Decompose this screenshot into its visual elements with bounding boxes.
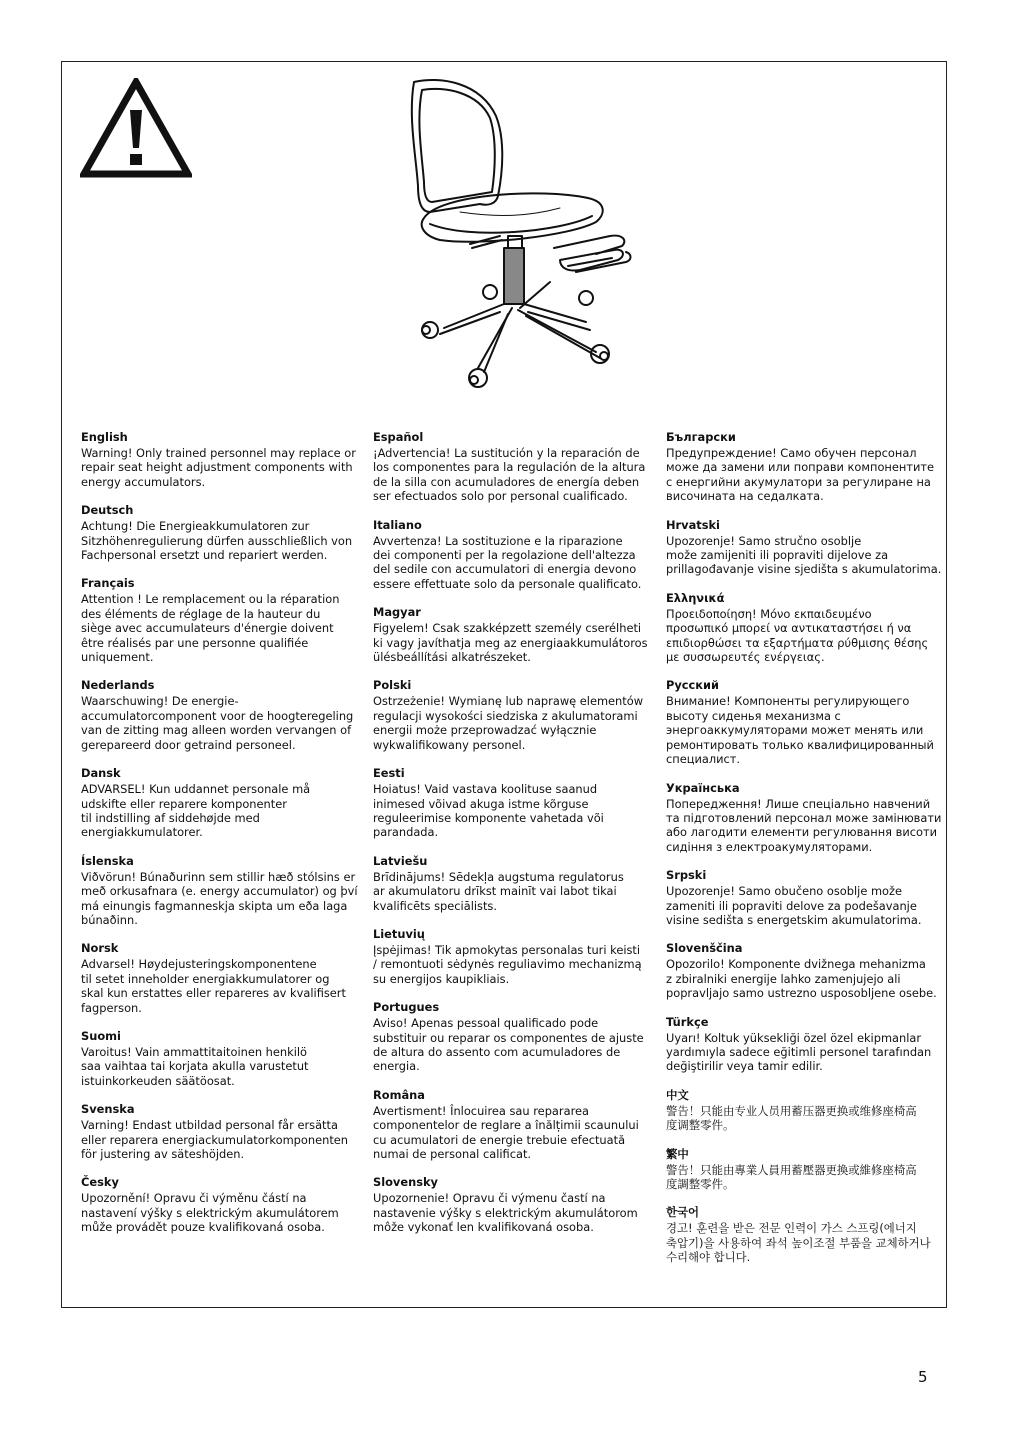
warning-text: Varning! Endast utbildad personal får ersätta eller reparera energiackumulatorkomponenten för justering av säteshöjden. — [81, 1118, 349, 1161]
lang-section-magyar — [373, 605, 653, 664]
language-heading: Български — [666, 430, 736, 444]
warning-text: ADVARSEL! Kun uddannet personale må udskifte eller reparere komponenter til indstilling af siddehøjde med energiakkumulatorer. — [81, 782, 311, 840]
language-heading: Latviešu — [373, 853, 428, 868]
language-heading: Dansk — [81, 766, 121, 781]
lang-section-cesky — [81, 1175, 361, 1234]
lang-section-chinese-traditional — [666, 1147, 946, 1192]
language-heading: Slovensky — [373, 1175, 438, 1190]
lang-section-ukrainian — [666, 781, 946, 855]
language-heading: 한국어 — [666, 1205, 700, 1220]
lang-section-deutsch — [81, 503, 361, 562]
language-heading: Magyar — [373, 605, 421, 620]
lang-section-slovensky — [373, 1175, 653, 1234]
warning-text: Avvertenza! La sostituzione e la riparazione dei componenti per la regolazione dell'altezza del sedile con accumulatori di energia devono essere effettuate solo da personale qualificato. — [373, 533, 642, 591]
warning-text: Waarschuwing! De energie- accumulatorcomponent voor de hoogteregeling van de zitting mag alleen worden vervangen of gerepareerd door getraind personeel. — [81, 694, 354, 752]
warning-text: Opozorilo! Komponente dvižnega mehanizma z zbiralniki energije lahko zamenjujejo ali popravljajo samo ustrezno usposobljene osebe. — [666, 957, 937, 1001]
language-heading: Español — [373, 430, 424, 444]
warning-text: Warning! Only trained personnel may replace or repair seat height adjustment components with energy accumulators. — [81, 446, 356, 489]
language-heading: Srpski — [666, 868, 707, 883]
lang-section-turkce — [666, 1015, 946, 1074]
language-heading: Româna — [373, 1087, 425, 1102]
lang-section-lietuviu — [373, 927, 653, 986]
lang-section-espanol — [373, 430, 653, 504]
page-number: 5 — [918, 1368, 928, 1386]
warning-text: Avertisment! Înlocuirea sau repararea componentelor de reglare a înălțimii scaunului cu acumulatori de energie trebuie efectuată numai de personal calificat. — [373, 1103, 639, 1161]
warning-text: Attention ! Le remplacement ou la réparation des éléments de réglage de la hauteur du siège avec accumulateurs d'énergie doivent être réalisés par une personne qualifiée uniquement. — [81, 592, 340, 665]
lang-section-francais — [81, 576, 361, 664]
language-heading: Français — [81, 576, 135, 591]
language-heading: Ελληνικά — [666, 590, 725, 605]
lang-section-chinese-simplified — [666, 1088, 946, 1133]
lang-section-slovenscina — [666, 941, 946, 1000]
language-heading: Українська — [666, 780, 740, 795]
lang-section-korean — [666, 1205, 946, 1264]
warning-text: 警告！只能由專業人員用蓄壓器更換或維修座椅高 度調整零件。 — [666, 1162, 917, 1191]
language-heading: Suomi — [81, 1028, 121, 1043]
warning-text: Uyarı! Koltuk yüksekliği özel özel ekipmanlar yardımıyla sadece eğitimli personel tarafından değiştirilir veya tamir edilir. — [666, 1030, 932, 1074]
lang-section-italiano — [373, 518, 653, 592]
lang-section-romana — [373, 1088, 653, 1162]
warning-text: ¡Advertencia! La sustitución y la reparación de los componentes para la regulación de la altura de la silla con acumuladores de energía deben ser efectuados solo por personal cualificado. — [373, 446, 646, 504]
language-heading: Italiano — [373, 517, 422, 532]
warning-text: Achtung! Die Energieakkumulatoren zur Sitzhöhenregulierung dürfen ausschließlich von Fachpersonal ersetzt und repariert werden. — [81, 519, 353, 563]
warning-text: Upozorenje! Samo obučeno osoblje može zameniti ili popraviti delove za podešavanje visine sedišta s energetskim akumulatorima. — [666, 884, 922, 927]
lang-section-svenska — [81, 1102, 361, 1161]
language-heading: Svenska — [81, 1102, 135, 1117]
warning-text: Figyelem! Csak szakképzett személy cserélheti ki vagy javíthatja meg az energiaakkumulátoros ülésbeállítási alkatrészeket. — [373, 621, 648, 665]
language-heading: English — [81, 430, 128, 444]
language-heading: 中文 — [666, 1087, 689, 1102]
lang-section-english — [81, 430, 361, 489]
language-heading: 繁中 — [666, 1146, 689, 1161]
language-heading: Portugues — [373, 1000, 440, 1015]
language-heading: Türkçe — [666, 1014, 709, 1029]
office-chair-illustration — [400, 76, 640, 396]
warning-text: 警告！只能由专业人员用蓄压器更换或维修座椅高 度调整零件。 — [666, 1103, 917, 1133]
language-heading: Eesti — [373, 766, 405, 781]
language-heading: Íslenska — [81, 853, 134, 868]
lang-section-greek — [666, 591, 946, 665]
column-1 — [81, 430, 361, 1249]
warning-text: Hoiatus! Vaid vastava koolituse saanud inimesed võivad akuga istme kõrguse reguleerimise komponente vahetada või parandada. — [373, 782, 604, 840]
lang-section-dansk — [81, 766, 361, 840]
lang-section-nederlands — [81, 678, 361, 752]
lang-section-russian — [666, 678, 946, 766]
warning-text: Ostrzeżenie! Wymianę lub naprawę elementów regulacji wysokości siedziska z akulumatorami energii może przeprowadzać wyłącznie wykwalifikowany personel. — [373, 694, 644, 752]
lang-section-portugues — [373, 1000, 653, 1074]
language-heading: Česky — [81, 1175, 119, 1190]
warning-text: Įspėjimas! Tik apmokytas personalas turi keisti / remontuoti sėdynės reguliavimo mechanizmą su energijos kaupikliais. — [373, 942, 642, 986]
warning-text: Προειδοποίηση! Μόνο εκπαιδευμένο προσωπικό μπορεί να αντικαταστήσει ή να επιδιορθώσει τα εξαρτήματα ρύθμισης θέσης με συσσωρευτές ενέργειας. — [666, 606, 929, 665]
warning-text: Aviso! Apenas pessoal qualificado pode substituir ou reparar os componentes de ajuste de altura do assento com acumuladores de energia. — [373, 1016, 644, 1074]
language-heading: Lietuvių — [373, 926, 425, 941]
lang-section-polski — [373, 678, 653, 752]
language-heading: Hrvatski — [666, 517, 720, 532]
lang-section-latviesu — [373, 854, 653, 913]
lang-section-hrvatski — [666, 518, 946, 577]
warning-text: 경고! 훈련을 받은 전문 인력이 가스 스프링(에너지 축압기)을 사용하여 좌석 높이조절 부품을 교체하거나 수리해야 합니다. — [666, 1221, 931, 1265]
warning-text: Предупреждение! Само обучен персонал може да замени или поправи компонентите с енергийни акумулатори за регулиране на височината на седалката. — [666, 446, 934, 504]
language-heading: Deutsch — [81, 503, 134, 518]
lang-section-bulgarian — [666, 430, 946, 504]
lang-section-norsk — [81, 941, 361, 1015]
warning-text: Advarsel! Høydejusteringskomponentene til setet inneholder energiakkumulatorer og skal kun erstattes eller repareres av kvalifisert fagperson. — [81, 957, 346, 1015]
warning-text: Попередження! Лише спеціально навчений та підготовлений персонал може замінювати або лагодити елементи регулювання висоти сидіння з електроакумуляторами. — [666, 796, 942, 854]
lang-section-suomi — [81, 1029, 361, 1088]
warning-text: Viðvörun! Búnaðurinn sem stillir hæð stólsins er með orkusafnara (e. energy accumulator) og því má einungis fagmanneskja skipta um eða laga búnaðinn. — [81, 869, 358, 927]
warning-text: Внимание! Компоненты регулирующего высоту сиденья механизма с энергоаккумуляторами может менять или ремонтировать только квалифицированный специалист. — [666, 694, 934, 767]
warning-text: Upozornění! Opravu či výměnu částí na nastavení výšky s elektrickým akumulátorem může provádět pouze kvalifikovaná osoba. — [81, 1191, 339, 1235]
warning-text: Upozornenie! Opravu či výmenu častí na nastavenie výšky s elektrickým akumulátorom môže vykonať len kvalifikovaná osoba. — [373, 1191, 638, 1235]
language-heading: Polski — [373, 678, 412, 693]
warning-triangle-icon — [80, 78, 192, 178]
warning-text: Varoitus! Vain ammattitaitoinen henkilö saa vaihtaa tai korjata akulla varustetut istuinkorkeuden säätöosat. — [81, 1044, 309, 1088]
lang-section-eesti — [373, 766, 653, 840]
column-2 — [373, 430, 653, 1249]
warning-text: Upozorenje! Samo stručno osoblje može zamijeniti ili popraviti dijelove za prillagođavanje visine sjedišta s akumulatorima. — [666, 533, 942, 577]
language-heading: Русский — [666, 678, 719, 693]
lang-section-islenska — [81, 854, 361, 928]
language-heading: Norsk — [81, 941, 119, 956]
column-3 — [666, 430, 946, 1279]
language-heading: Nederlands — [81, 678, 155, 693]
warning-text: Brīdinājums! Sēdekļa augstuma regulatorus ar akumulatoru drīkst mainīt vai labot tikai kvalificēts speciālists. — [373, 869, 624, 913]
lang-section-srpski — [666, 868, 946, 927]
language-heading: Slovenščina — [666, 941, 743, 956]
